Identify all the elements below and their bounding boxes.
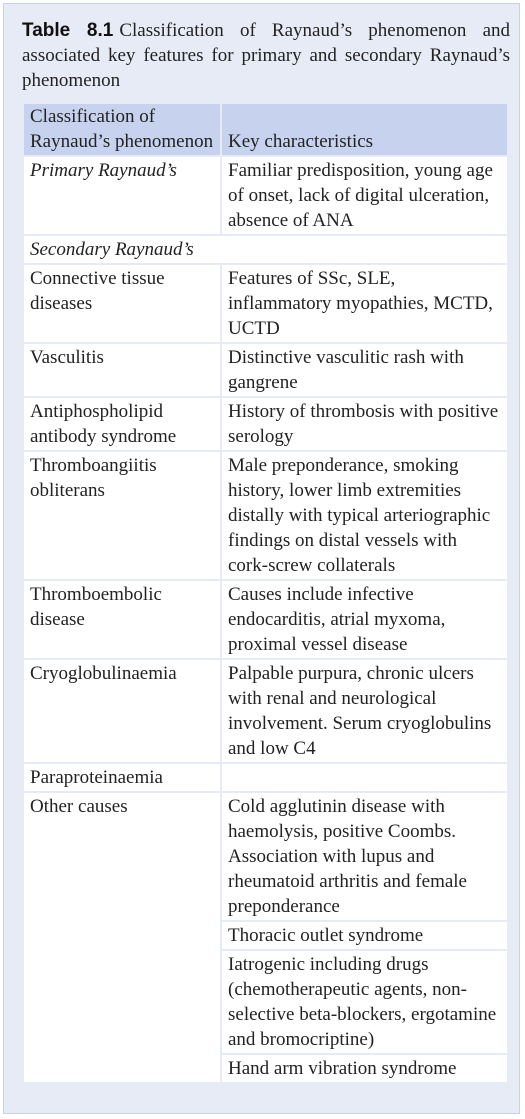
row-desc: History of thrombosis with positive serology	[221, 397, 508, 451]
table-row	[23, 235, 508, 264]
raynaud-table	[22, 102, 509, 1084]
row-classification: Vasculitis	[23, 343, 221, 397]
other-cause-item: Iatrogenic including drugs (chemotherapeutic agents, non-selective beta-blockers, ergotamine and bromocriptine)	[221, 950, 508, 1054]
table-row	[23, 580, 508, 659]
table-row	[23, 763, 508, 792]
header-key-characteristics: Key characteristics	[221, 103, 508, 156]
table-number: Table 8.1	[22, 20, 114, 41]
header-row	[23, 103, 508, 156]
row-classification: Cryoglobulinaemia	[23, 659, 221, 763]
other-cause-item: Hand arm vibration syndrome	[221, 1054, 508, 1083]
table-row	[23, 397, 508, 451]
row-desc: Features of SSc, SLE, inflammatory myopathies, MCTD, UCTD	[221, 264, 508, 343]
table-row	[23, 451, 508, 580]
table-frame	[3, 3, 520, 1114]
table-row	[23, 343, 508, 397]
row-desc	[221, 763, 508, 792]
row-classification: Antiphospholipid antibody syndrome	[23, 397, 221, 451]
other-cause-item: Thoracic outlet syndrome	[221, 921, 508, 950]
row-classification: Thromboembolic disease	[23, 580, 221, 659]
row-classification: Connective tissue diseases	[23, 264, 221, 343]
primary-label: Primary Raynaud’s	[23, 156, 221, 235]
row-desc: Distinctive vasculitic rash with gangrene	[221, 343, 508, 397]
row-desc: Causes include infective endocarditis, atrial myxoma, proximal vessel disease	[221, 580, 508, 659]
header-classification: Classification of Raynaud’s phenomenon	[23, 103, 221, 156]
table-caption	[22, 18, 510, 93]
table-row	[23, 659, 508, 763]
row-classification: Thromboangiitis obliterans	[23, 451, 221, 580]
secondary-label: Secondary Raynaud’s	[23, 235, 508, 264]
other-causes-label: Other causes	[23, 792, 221, 1083]
table-row	[23, 156, 508, 235]
row-classification: Paraproteinaemia	[23, 763, 221, 792]
other-cause-item: Cold agglutinin disease with haemolysis, positive Coombs. Association with lupus and rheumatoid arthritis and female preponderance	[221, 792, 508, 921]
table-row	[23, 264, 508, 343]
row-desc: Male preponderance, smoking history, lower limb extremities distally with typical arteriographic findings on distal vessels with cork-screw collaterals	[221, 451, 508, 580]
primary-desc: Familiar predisposition, young age of onset, lack of digital ulceration, absence of ANA	[221, 156, 508, 235]
row-desc: Palpable purpura, chronic ulcers with renal and neurological involvement. Serum cryoglobulins and low C4	[221, 659, 508, 763]
table-row	[23, 792, 508, 921]
caption-text: Classification of Raynaud’s phenomenon and associated key features for primary and secondary Raynaud’s phenomenon	[22, 20, 510, 91]
